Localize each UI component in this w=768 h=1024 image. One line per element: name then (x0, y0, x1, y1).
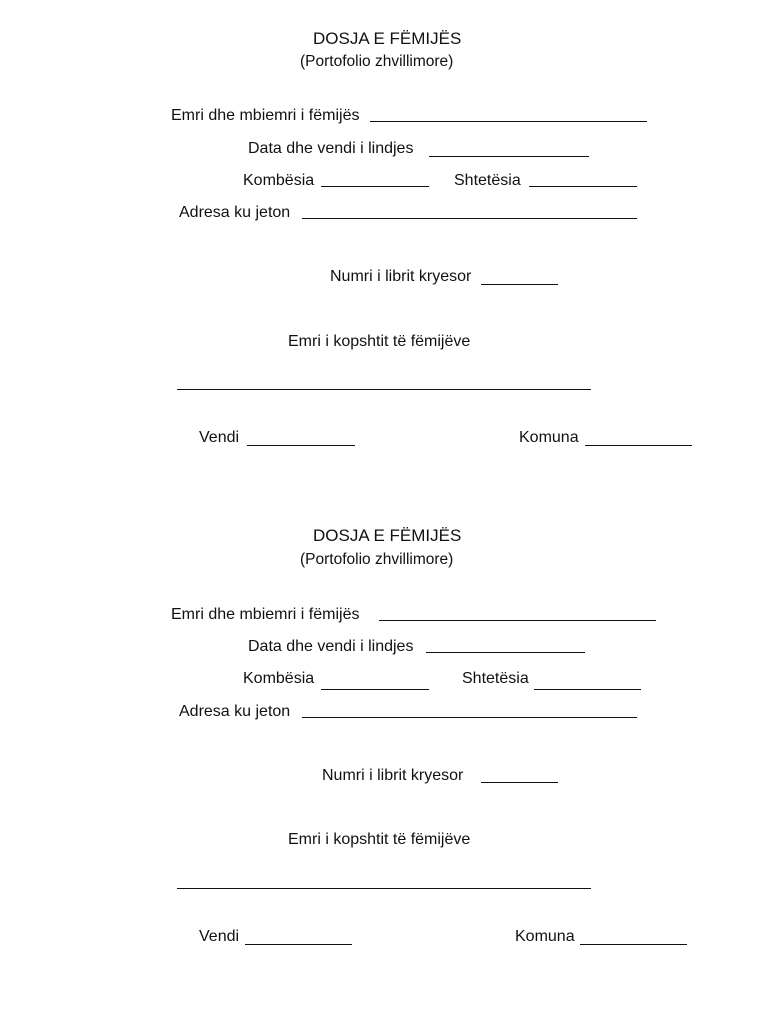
register-number-label: Numri i librit kryesor (322, 767, 464, 784)
kindergarten-field[interactable] (177, 888, 591, 889)
address-field[interactable] (302, 218, 637, 219)
birth-label: Data dhe vendi i lindjes (248, 638, 414, 655)
kindergarten-label: Emri i kopshtit të fëmijëve (288, 333, 471, 350)
kindergarten-label: Emri i kopshtit të fëmijëve (288, 831, 471, 848)
form-subtitle: (Portofolio zhvillimore) (300, 551, 454, 568)
citizenship-label: Shtetësia (462, 670, 529, 687)
child-name-label: Emri dhe mbiemri i fëmijës (171, 107, 360, 124)
place-label: Vendi (199, 429, 240, 446)
birth-field[interactable] (426, 652, 585, 653)
register-number-label: Numri i librit kryesor (330, 268, 472, 285)
place-label: Vendi (199, 928, 240, 945)
address-label: Adresa ku jeton (179, 703, 291, 720)
citizenship-field[interactable] (534, 689, 641, 690)
municipality-field[interactable] (585, 445, 692, 446)
municipality-field[interactable] (580, 944, 687, 945)
birth-label: Data dhe vendi i lindjes (248, 140, 414, 157)
child-name-label: Emri dhe mbiemri i fëmijës (171, 606, 360, 623)
birth-field[interactable] (429, 156, 589, 157)
nationality-field[interactable] (321, 186, 429, 187)
child-name-field[interactable] (370, 121, 647, 122)
citizenship-field[interactable] (529, 186, 637, 187)
municipality-label: Komuna (515, 928, 575, 945)
nationality-field[interactable] (321, 689, 429, 690)
kindergarten-field[interactable] (177, 389, 591, 390)
nationality-label: Kombësia (243, 172, 315, 189)
register-number-field[interactable] (481, 782, 558, 783)
register-number-field[interactable] (481, 284, 558, 285)
nationality-label: Kombësia (243, 670, 315, 687)
municipality-label: Komuna (519, 429, 579, 446)
form-title: DOSJA E FËMIJËS (313, 29, 462, 48)
citizenship-label: Shtetësia (454, 172, 521, 189)
place-field[interactable] (247, 445, 355, 446)
address-field[interactable] (302, 717, 637, 718)
form-title: DOSJA E FËMIJËS (313, 526, 462, 545)
form-subtitle: (Portofolio zhvillimore) (300, 53, 454, 70)
address-label: Adresa ku jeton (179, 204, 291, 221)
child-name-field[interactable] (379, 620, 656, 621)
place-field[interactable] (245, 944, 352, 945)
